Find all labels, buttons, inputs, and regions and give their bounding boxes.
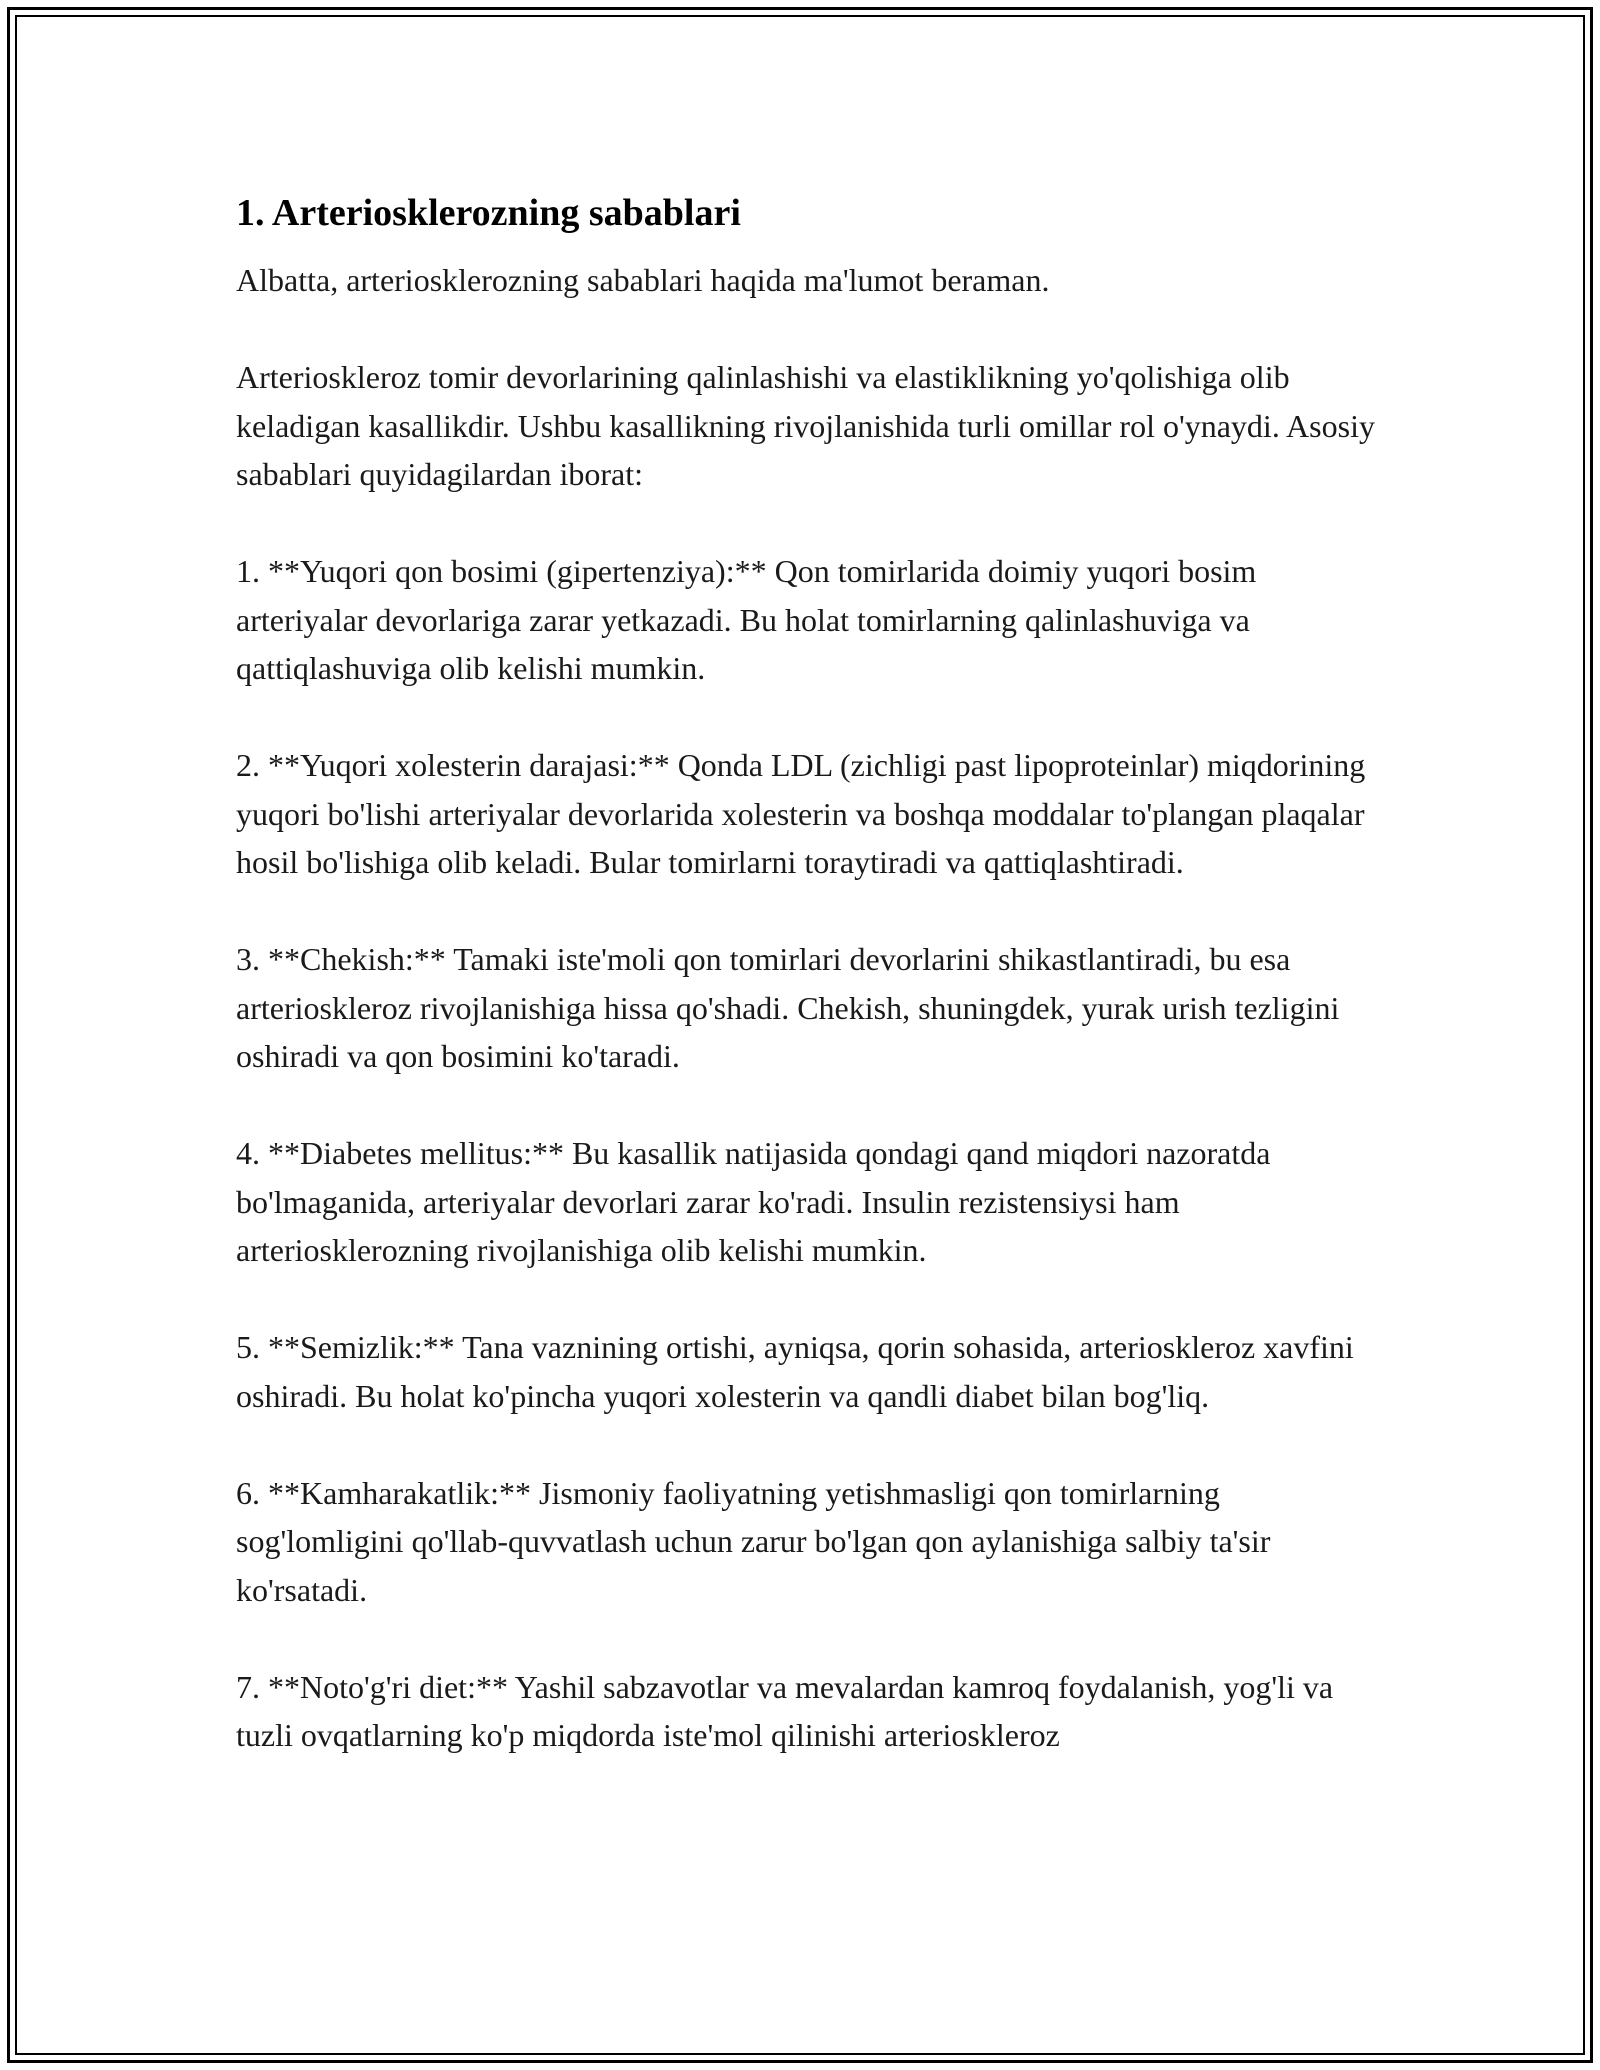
list-item: 1. **Yuqori qon bosimi (gipertenziya):** Qon tomirlarida doimiy yuqori bosim arteriyalar devorlariga zarar yetkazadi. Bu holat tomirlarning qalinlashuviga va qattiqlashuviga olib kelishi mumkin. — [236, 553, 1257, 686]
list-item: 5. **Semizlik:** Tana vaznining ortishi, ayniqsa, qorin sohasida, arterioskleroz xavfini oshiradi. Bu holat ko'pincha yuqori xolesterin va qandli diabet bilan bog'liq. — [236, 1329, 1354, 1414]
document-body — [236, 186, 1386, 1808]
overview-paragraph: Arterioskleroz tomir devorlarining qalinlashishi va elastiklikning yo'qolishiga olib keladigan kasallikdir. Ushbu kasallikning rivojlanishida turli omillar rol o'ynaydi. Asosiy sabablari quyidagilardan iborat: — [236, 359, 1375, 492]
list-item: 6. **Kamharakatlik:** Jismoniy faoliyatning yetishmasligi qon tomirlarning sog'lomligini qo'llab-quvvatlash uchun zarur bo'lgan qon aylanishiga salbiy ta'sir ko'rsatadi. — [236, 1474, 1271, 1608]
list-item: 3. **Chekish:** Tamaki iste'moli qon tomirlari devorlarini shikastlantiradi, bu esa arterioskleroz rivojlanishiga hissa qo'shadi. Chekish, shuningdek, yurak urish tezligini oshiradi va qon bosimini ko'taradi. — [236, 941, 1340, 1074]
list-item: 7. **Noto'g'ri diet:** Yashil sabzavotlar va mevalardan kamroq foydalanish, yog'li va tuzli ovqatlarning ko'p miqdorda iste'mol qilinishi arterioskleroz — [236, 1668, 1334, 1753]
list-item: 4. **Diabetes mellitus:** Bu kasallik natijasida qondagi qand miqdori nazoratda bo'lmaganida, arteriyalar devorlari zarar ko'radi. Insulin rezistensiysi ham arteriosklerozning rivojlanishiga olib kelishi mumkin. — [236, 1135, 1271, 1268]
list-item: 2. **Yuqori xolesterin darajasi:** Qonda LDL (zichligi past lipoproteinlar) miqdorining yuqori bo'lishi arteriyalar devorlarida xolesterin va boshqa moddalar to'plangan plaqalar hosil bo'lishiga olib keladi. Bular tomirlarni toraytiradi va qattiqlashtiradi. — [236, 747, 1366, 880]
intro-paragraph: Albatta, arteriosklerozning sabablari haqida ma'lumot beraman. — [236, 262, 1050, 298]
document-heading: 1. Arteriosklerozning sabablari — [236, 192, 741, 234]
